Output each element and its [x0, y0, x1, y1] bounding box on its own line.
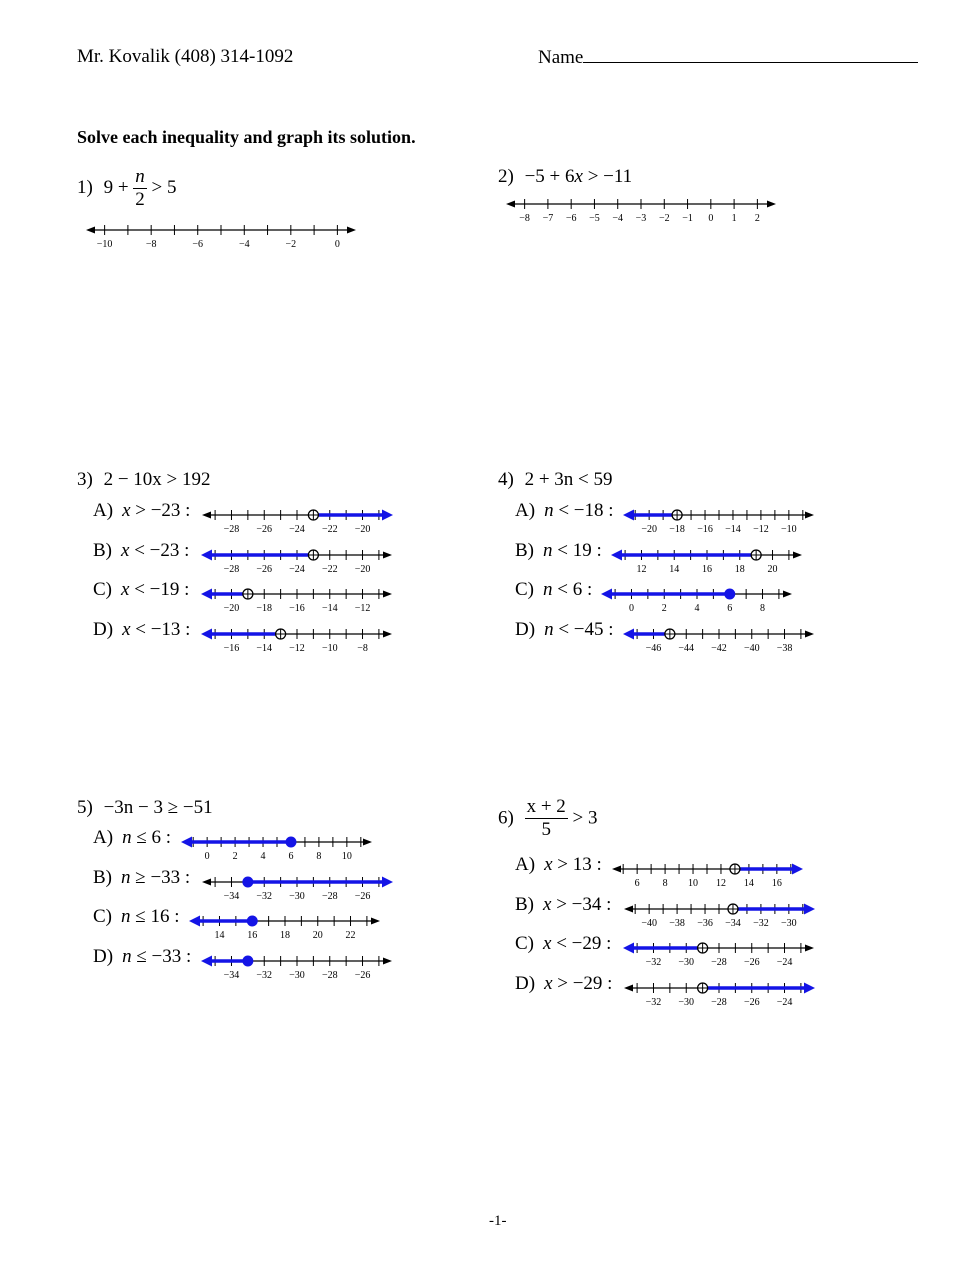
fraction	[525, 796, 568, 841]
tick-label: −28	[223, 563, 240, 575]
tick-label: −42	[711, 642, 727, 654]
option-value: −18 :	[573, 500, 614, 521]
tick-label: 14	[214, 930, 225, 941]
expr-rhs: > 5	[151, 176, 177, 198]
option-value: 13 :	[572, 854, 602, 875]
tick-label: −10	[96, 239, 113, 250]
tick-label: −4	[238, 239, 250, 250]
option-letter: B)	[515, 893, 534, 915]
instructions: Solve each inequality and graph its solution.	[77, 127, 416, 147]
number-line-option-c	[190, 913, 380, 943]
solution-arrow	[611, 549, 622, 560]
option-variable: n	[122, 945, 132, 967]
option-value: −29 :	[572, 972, 613, 994]
right-arrow	[767, 201, 776, 208]
number-line-problem-2	[506, 196, 776, 228]
number-line-problem-1	[86, 222, 356, 254]
tick-label: 2	[661, 603, 667, 614]
tick-label: −20	[641, 524, 657, 535]
tick-label: −16	[697, 524, 713, 535]
tick-label: −34	[725, 917, 741, 929]
number-line-option-c	[602, 586, 792, 616]
tick-label: 2	[754, 213, 760, 224]
right-arrow	[383, 591, 392, 598]
option-letter: B)	[93, 539, 112, 561]
teacher-contact: Mr. Kovalik (408) 314-1092	[77, 46, 294, 67]
option-value: −33 :	[150, 866, 191, 888]
tick-label: −24	[289, 563, 305, 575]
number-line-option-a	[202, 507, 392, 537]
solution-arrow	[601, 589, 612, 600]
tick-label: 14	[743, 878, 754, 889]
tick-label: −6	[192, 239, 204, 250]
option-variable: x	[544, 854, 553, 875]
option-variable: x	[121, 539, 130, 561]
number-line-option-a	[612, 861, 802, 891]
problem-number: 4)	[498, 469, 514, 490]
tick-label: −26	[354, 890, 371, 902]
option-value: −13 :	[150, 618, 191, 640]
option-variable: n	[544, 500, 554, 521]
answer-option-a[interactable]	[515, 500, 614, 522]
right-arrow	[805, 512, 814, 519]
option-value: −34 :	[571, 893, 612, 915]
tick-label: −30	[289, 969, 305, 981]
tick-label: 20	[767, 563, 778, 575]
tick-label: 0	[628, 603, 634, 614]
option-operator: <	[130, 618, 151, 640]
option-operator: <	[129, 579, 150, 600]
answer-option-c[interactable]	[515, 933, 611, 955]
option-value: 6 :	[151, 827, 172, 848]
option-letter: A)	[515, 500, 536, 521]
option-variable: n	[543, 579, 553, 600]
tick-label: 16	[247, 930, 258, 941]
tick-label: 6	[727, 603, 733, 614]
option-operator: >	[130, 500, 151, 521]
left-arrow	[506, 201, 515, 208]
tick-label: −44	[678, 642, 695, 654]
tick-label: −40	[641, 917, 657, 929]
fraction-numerator: x + 2	[526, 796, 566, 817]
option-letter: B)	[93, 866, 112, 888]
number-line-option-c	[202, 586, 392, 616]
tick-label: 6	[634, 878, 640, 889]
number-line-option-a	[182, 834, 372, 864]
option-letter: A)	[515, 854, 536, 875]
tick-label: −6	[565, 213, 577, 224]
closed-point	[247, 916, 258, 927]
tick-label: 10	[688, 878, 699, 889]
number-line-option-a	[624, 507, 814, 537]
left-arrow	[612, 866, 621, 873]
option-letter: B)	[515, 539, 534, 561]
answer-option-a[interactable]	[93, 827, 171, 849]
tick-label: −32	[753, 917, 769, 929]
option-letter: C)	[515, 579, 534, 600]
fraction-numerator: n	[135, 166, 145, 187]
right-arrow	[347, 227, 356, 234]
problem-number: 6)	[498, 807, 514, 829]
option-letter: A)	[93, 500, 114, 521]
tick-label: −28	[711, 996, 727, 1008]
answer-option-b[interactable]	[515, 540, 602, 562]
tick-label: −30	[289, 890, 305, 902]
name-blank-line	[583, 46, 918, 63]
tick-label: −26	[743, 996, 760, 1008]
tick-label: 6	[288, 851, 294, 862]
problem-4	[498, 469, 613, 491]
option-value: −29 :	[571, 933, 612, 954]
problem-expression: 2 + 3n < 59	[524, 469, 613, 490]
problem-2	[498, 166, 632, 188]
option-operator: >	[552, 972, 573, 994]
expr-rhs: > 3	[572, 807, 598, 829]
number-line-option-d	[624, 980, 814, 1010]
tick-label: −8	[145, 239, 157, 250]
solution-arrow	[382, 876, 393, 887]
tick-label: −28	[321, 890, 338, 902]
solution-arrow	[792, 864, 803, 875]
tick-label: −24	[776, 957, 793, 968]
solution-arrow	[189, 916, 200, 927]
tick-label: −26	[256, 563, 273, 575]
tick-label: −32	[256, 890, 273, 902]
tick-label: −8	[357, 642, 368, 654]
tick-label: 0	[334, 239, 340, 250]
right-arrow	[383, 551, 392, 558]
right-arrow	[371, 918, 380, 925]
tick-label: −24	[776, 996, 793, 1008]
solution-arrow	[623, 510, 634, 521]
solution-arrow	[382, 510, 393, 521]
tick-label: −7	[542, 213, 554, 224]
problem-number: 1)	[77, 176, 93, 198]
solution-arrow	[201, 628, 212, 639]
option-variable: x	[122, 500, 131, 521]
right-arrow	[383, 630, 392, 637]
left-arrow	[202, 878, 211, 885]
tick-label: −14	[725, 524, 741, 535]
answer-option-d[interactable]	[515, 619, 614, 641]
solution-arrow	[804, 903, 815, 914]
option-operator: <	[551, 933, 572, 954]
left-arrow	[624, 905, 633, 912]
answer-option-b[interactable]	[93, 540, 189, 562]
number-line-option-b	[202, 547, 392, 577]
option-variable: x	[122, 618, 131, 640]
option-operator: ≤	[131, 827, 152, 848]
tick-label: −18	[669, 524, 685, 535]
name-label: Name	[538, 47, 584, 68]
solution-arrow	[201, 955, 212, 966]
option-variable: x	[543, 893, 552, 915]
tick-label: −16	[289, 603, 305, 614]
problem-expression: −3n − 3 ≥ −51	[103, 797, 213, 818]
option-operator: <	[129, 539, 150, 561]
tick-label: 4	[260, 851, 266, 862]
number-line-option-b	[202, 874, 392, 904]
number-line-option-d	[624, 626, 814, 656]
tick-label: −22	[321, 563, 338, 575]
tick-label: −12	[289, 642, 305, 654]
tick-label: −4	[612, 213, 624, 224]
tick-label: −10	[321, 642, 338, 654]
tick-label: −30	[678, 996, 695, 1008]
right-arrow	[783, 591, 792, 598]
option-operator: <	[552, 539, 573, 561]
option-value: −45 :	[573, 618, 614, 640]
tick-label: −32	[645, 996, 662, 1008]
tick-label: 10	[341, 851, 352, 862]
expr-prefix: 9 +	[103, 176, 129, 198]
tick-label: 16	[702, 563, 712, 575]
problem-5	[77, 797, 213, 819]
answer-option-c[interactable]	[515, 579, 592, 601]
option-operator: ≥	[130, 866, 151, 888]
option-variable: n	[544, 618, 554, 640]
tick-label: −24	[289, 524, 305, 535]
option-letter: D)	[93, 945, 114, 967]
solution-arrow	[804, 982, 815, 993]
tick-label: −10	[781, 524, 797, 535]
solution-arrow	[201, 589, 212, 600]
option-letter: C)	[93, 906, 112, 927]
tick-label: −34	[223, 890, 240, 902]
number-line-option-d	[202, 626, 392, 656]
option-value: −23 :	[150, 500, 191, 521]
tick-label: 4	[694, 603, 700, 614]
right-arrow	[805, 630, 814, 637]
option-value: 19 :	[572, 539, 602, 561]
answer-option-a[interactable]	[515, 854, 602, 876]
option-letter: D)	[515, 972, 536, 994]
tick-label: 14	[669, 563, 680, 575]
tick-label: −46	[645, 642, 662, 654]
tick-label: −30	[678, 957, 695, 968]
left-arrow	[624, 984, 633, 991]
problem-number: 2)	[498, 166, 514, 187]
number-line-option-c	[624, 940, 814, 970]
tick-label: 18	[280, 930, 290, 941]
tick-label: 8	[316, 851, 322, 862]
answer-option-d[interactable]	[93, 619, 190, 641]
option-operator: <	[552, 579, 573, 600]
name-field[interactable]	[538, 46, 918, 69]
option-variable: x	[543, 933, 552, 954]
tick-label: −20	[354, 524, 371, 535]
tick-label: −30	[781, 917, 797, 929]
option-variable: x	[121, 579, 130, 600]
left-arrow	[202, 512, 211, 519]
number-line-option-b	[624, 901, 814, 931]
tick-label: −2	[285, 239, 297, 250]
tick-label: −8	[519, 213, 530, 224]
number-line-option-b	[612, 547, 802, 577]
tick-label: −26	[743, 957, 760, 968]
option-value: −33 :	[151, 945, 192, 967]
option-variable: x	[544, 972, 553, 994]
tick-label: −1	[682, 213, 693, 224]
problem-number: 5)	[77, 797, 93, 818]
option-operator: ≤	[130, 906, 151, 927]
closed-point	[285, 837, 296, 848]
option-letter: D)	[515, 618, 536, 640]
solution-arrow	[201, 549, 212, 560]
closed-point	[242, 876, 253, 887]
option-letter: A)	[93, 827, 114, 848]
tick-label: −40	[743, 642, 760, 654]
tick-label: 20	[312, 930, 323, 941]
solution-arrow	[623, 628, 634, 639]
answer-option-a[interactable]	[93, 500, 190, 522]
tick-label: 12	[715, 878, 726, 889]
tick-label: −2	[658, 213, 670, 224]
option-letter: C)	[93, 579, 112, 600]
tick-label: 0	[708, 213, 714, 224]
tick-label: −12	[354, 603, 371, 614]
tick-label: 1	[731, 213, 737, 224]
right-arrow	[793, 551, 802, 558]
tick-label: −26	[256, 524, 273, 535]
answer-option-d[interactable]	[93, 946, 191, 968]
option-variable: n	[121, 866, 131, 888]
tick-label: 22	[345, 930, 356, 941]
tick-label: −12	[753, 524, 769, 535]
tick-label: 0	[204, 851, 210, 862]
answer-option-c[interactable]	[93, 579, 189, 601]
tick-label: −14	[321, 603, 338, 614]
tick-label: 8	[760, 603, 766, 614]
problem-3	[77, 469, 211, 491]
page-number: -1-	[489, 1213, 507, 1229]
tick-label: −28	[321, 969, 338, 981]
option-operator: ≤	[131, 945, 152, 967]
right-arrow	[363, 839, 372, 846]
option-variable: n	[122, 827, 132, 848]
option-operator: <	[553, 618, 574, 640]
tick-label: −16	[223, 642, 240, 654]
option-variable: n	[543, 539, 553, 561]
option-letter: D)	[93, 618, 114, 640]
right-arrow	[805, 945, 814, 952]
tick-label: −32	[256, 969, 273, 981]
tick-label: −20	[354, 563, 371, 575]
tick-label: −28	[223, 524, 240, 535]
problem-expression: −5 + 6x > −11	[524, 166, 633, 187]
answer-option-d[interactable]	[515, 973, 612, 995]
number-line-option-d	[202, 953, 392, 983]
tick-label: 18	[734, 563, 745, 575]
tick-label: −38	[669, 917, 685, 929]
option-letter: C)	[515, 933, 534, 954]
solution-arrow	[181, 837, 192, 848]
fraction	[133, 166, 147, 211]
option-value: −19 :	[149, 579, 190, 600]
answer-option-b[interactable]	[93, 867, 190, 889]
answer-option-b[interactable]	[515, 894, 611, 916]
closed-point	[724, 589, 735, 600]
tick-label: 12	[636, 563, 647, 575]
left-arrow	[86, 227, 95, 234]
tick-label: 16	[771, 878, 782, 889]
problem-expression: 2 − 10x > 192	[103, 469, 211, 490]
option-value: −23 :	[149, 539, 190, 561]
option-value: 16 :	[150, 906, 180, 927]
right-arrow	[383, 957, 392, 964]
closed-point	[242, 955, 253, 966]
option-variable: n	[121, 906, 131, 927]
tick-label: 8	[662, 878, 668, 889]
tick-label: −18	[256, 603, 273, 614]
problem-number: 3)	[77, 469, 93, 490]
solution-arrow	[623, 943, 634, 954]
tick-label: −38	[776, 642, 793, 654]
fraction-denominator: 5	[541, 819, 551, 840]
tick-label: −34	[223, 969, 240, 981]
problem-1	[77, 166, 177, 211]
tick-label: −26	[354, 969, 371, 981]
tick-label: −32	[645, 957, 662, 968]
tick-label: −3	[635, 213, 647, 224]
tick-label: −5	[589, 213, 600, 224]
option-operator: >	[551, 893, 572, 915]
tick-label: −20	[223, 603, 240, 614]
tick-label: −14	[256, 642, 273, 654]
tick-label: 2	[232, 851, 238, 862]
option-operator: <	[553, 500, 574, 521]
fraction-denominator: 2	[135, 189, 145, 210]
tick-label: −28	[711, 957, 727, 968]
option-value: 6 :	[572, 579, 593, 600]
option-operator: >	[552, 854, 573, 875]
tick-label: −22	[321, 524, 338, 535]
problem-6	[498, 796, 598, 841]
answer-option-c[interactable]	[93, 906, 179, 928]
tick-label: −36	[697, 917, 713, 929]
